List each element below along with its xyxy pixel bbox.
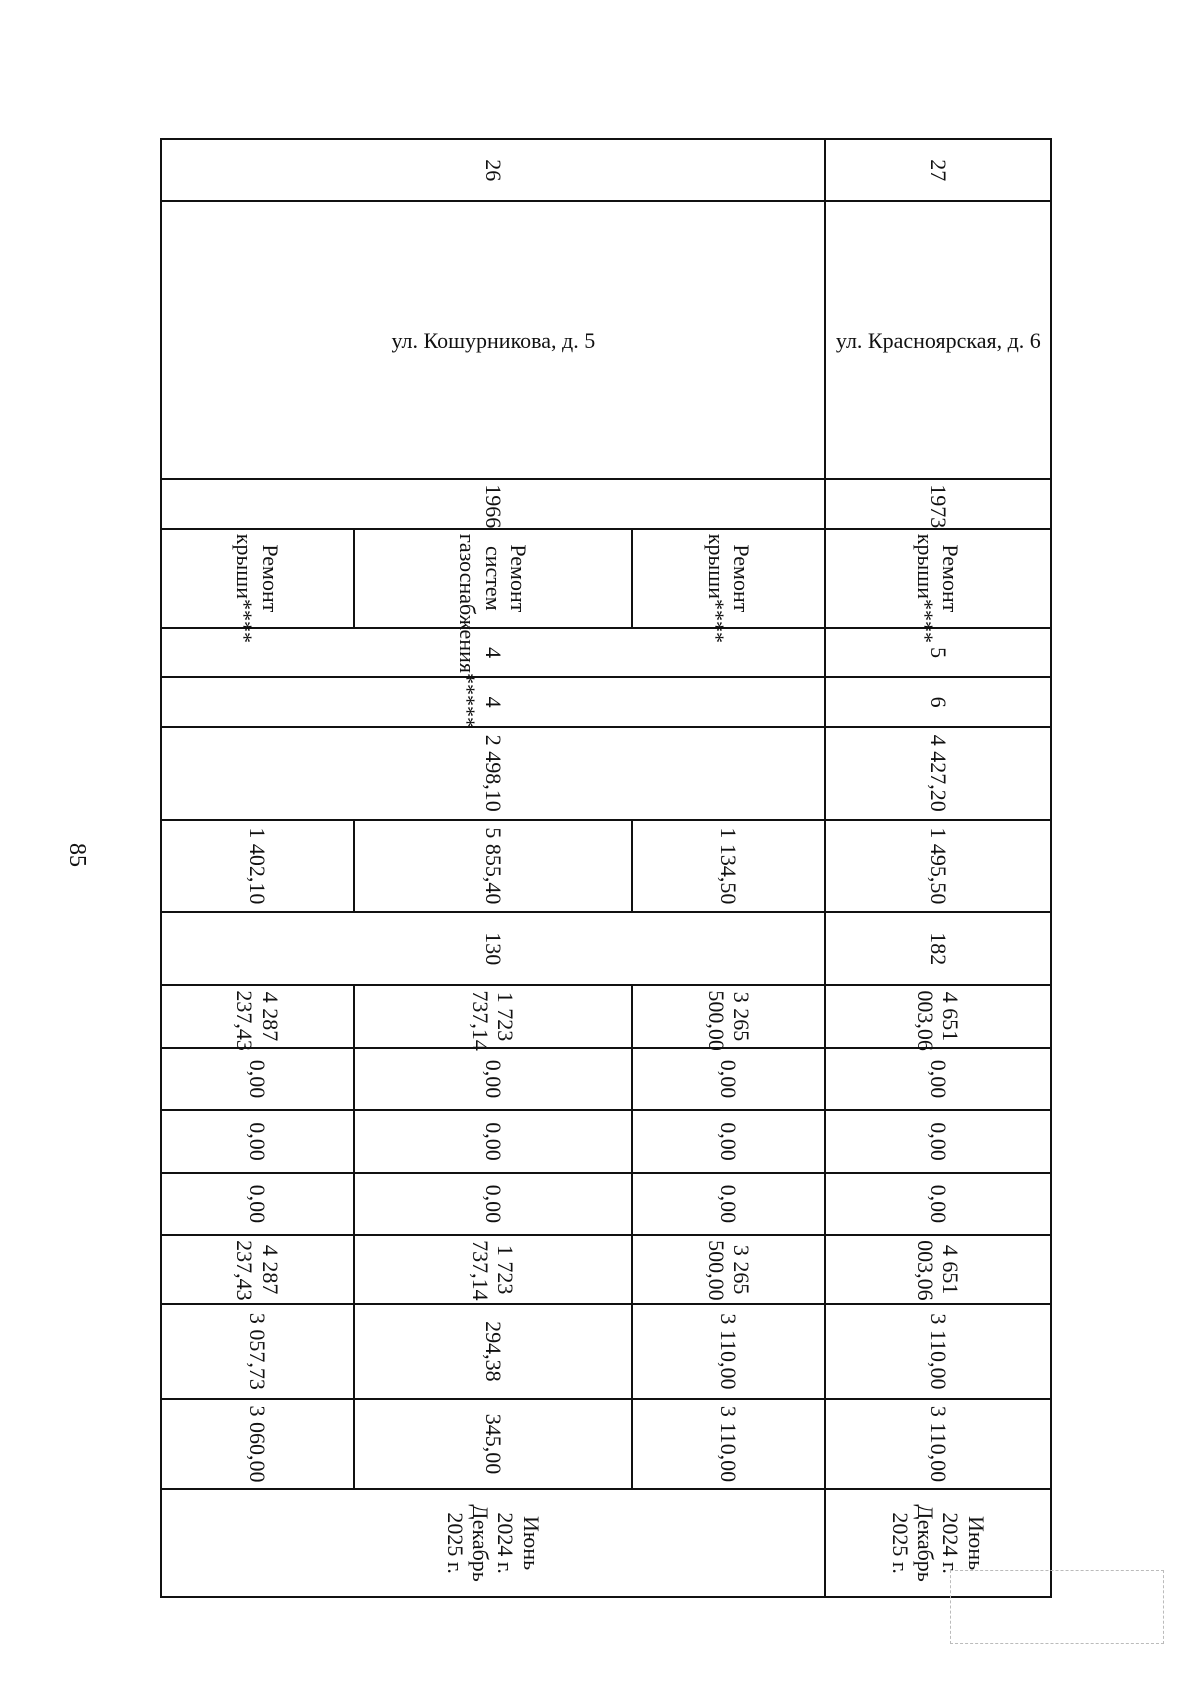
col6-cell: 6 xyxy=(825,677,1051,727)
total-cost-cell: 3 265 500,00 xyxy=(632,985,825,1047)
col9-cell: 182 xyxy=(825,912,1051,985)
period-cell: Июнь 2024 г. Декабрь 2025 г. xyxy=(825,1489,1051,1597)
total-cost-cell: 1 723 737,14 xyxy=(354,985,633,1047)
cost-cell-2: 4 651 003,06 xyxy=(825,1235,1051,1304)
col5-cell: 5 xyxy=(825,628,1051,678)
total-cost-cell: 4 651 003,06 xyxy=(825,985,1051,1047)
fund-cell-3: 0,00 xyxy=(825,1173,1051,1235)
volume-cell: 1 495,50 xyxy=(825,820,1051,913)
period-cell: Июнь 2024 г. Декабрь 2025 г. xyxy=(161,1489,825,1597)
max-unit-cost-cell: 3 110,00 xyxy=(825,1399,1051,1489)
work-type-cell: Ремонт крыши**** xyxy=(825,529,1051,628)
col5-cell: 4 xyxy=(161,628,825,678)
fund-cell-3: 0,00 xyxy=(161,1173,354,1235)
rotated-table-frame xyxy=(160,138,1052,1598)
address-cell: ул. Кошурникова, д. 5 xyxy=(161,201,825,479)
unit-cost-cell: 3 110,00 xyxy=(632,1304,825,1399)
page-number: 85 xyxy=(64,843,91,867)
year-cell: 1966 xyxy=(161,479,825,529)
row-number: 26 xyxy=(161,139,825,201)
volume-cell: 1 134,50 xyxy=(632,820,825,913)
fund-cell-2: 0,00 xyxy=(161,1110,354,1172)
table-row-26 xyxy=(632,139,825,1597)
year-cell: 1973 xyxy=(825,479,1051,529)
area-cell: 2 498,10 xyxy=(161,727,825,820)
fund-cell-1: 0,00 xyxy=(825,1048,1051,1110)
fund-cell-2: 0,00 xyxy=(825,1110,1051,1172)
row-number: 27 xyxy=(825,139,1051,201)
unit-cost-cell: 294,38 xyxy=(354,1304,633,1399)
volume-cell: 1 402,10 xyxy=(161,820,354,913)
address-cell: ул. Красноярская, д. 6 xyxy=(825,201,1051,479)
fund-cell-1: 0,00 xyxy=(161,1048,354,1110)
fund-cell-1: 0,00 xyxy=(354,1048,633,1110)
table-row-27 xyxy=(825,139,1051,1597)
cost-cell-2: 4 287 237,43 xyxy=(161,1235,354,1304)
work-type-cell: Ремонт систем газоснабжения***** xyxy=(354,529,633,628)
max-unit-cost-cell: 345,00 xyxy=(354,1399,633,1489)
cost-cell-2: 3 265 500,00 xyxy=(632,1235,825,1304)
table-container xyxy=(160,138,1052,1598)
fund-cell-2: 0,00 xyxy=(632,1110,825,1172)
unit-cost-cell: 3 110,00 xyxy=(825,1304,1051,1399)
area-cell: 4 427,20 xyxy=(825,727,1051,820)
col9-cell: 130 xyxy=(161,912,825,985)
max-unit-cost-cell: 3 110,00 xyxy=(632,1399,825,1489)
col6-cell: 4 xyxy=(161,677,825,727)
volume-cell: 5 855,40 xyxy=(354,820,633,913)
scan-stamp-mark xyxy=(950,1570,1164,1644)
unit-cost-cell: 3 057,73 xyxy=(161,1304,354,1399)
total-cost-cell: 4 287 237,43 xyxy=(161,985,354,1047)
work-type-cell: Ремонт крыши**** xyxy=(632,529,825,628)
fund-cell-1: 0,00 xyxy=(632,1048,825,1110)
fund-cell-3: 0,00 xyxy=(632,1173,825,1235)
fund-cell-2: 0,00 xyxy=(354,1110,633,1172)
max-unit-cost-cell: 3 060,00 xyxy=(161,1399,354,1489)
fund-cell-3: 0,00 xyxy=(354,1173,633,1235)
capital-repair-table xyxy=(160,138,1052,1598)
cost-cell-2: 1 723 737,14 xyxy=(354,1235,633,1304)
work-type-cell: Ремонт крыши**** xyxy=(161,529,354,628)
